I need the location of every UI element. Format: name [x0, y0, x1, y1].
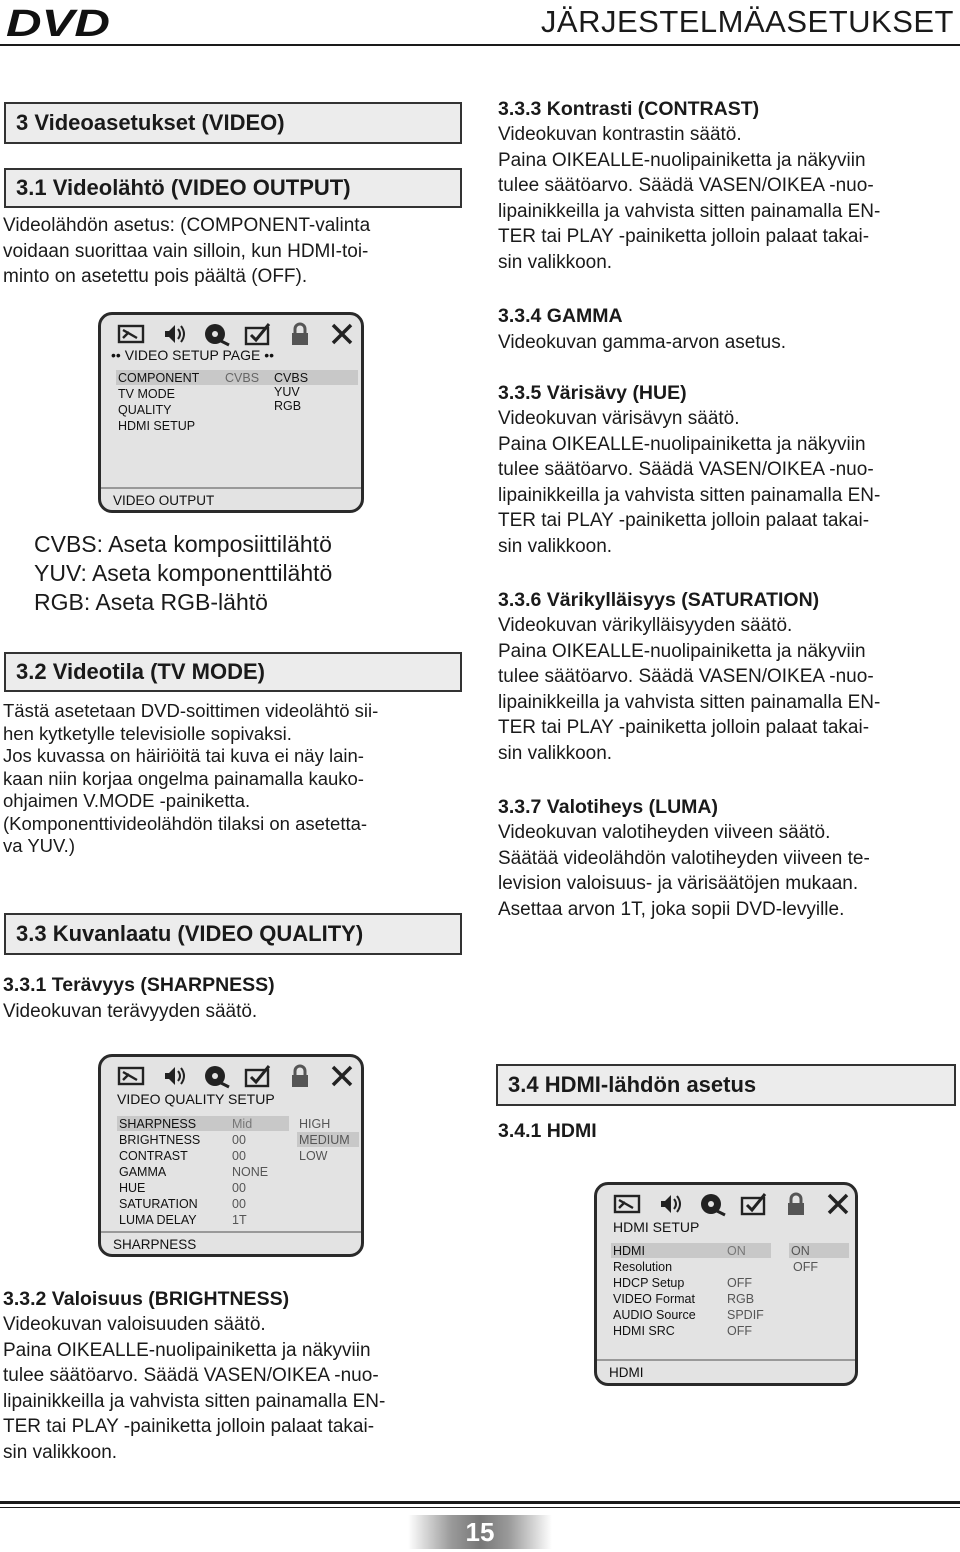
video-quality-menu — [98, 1054, 364, 1257]
menu-icon-row — [111, 319, 363, 349]
menu-title: VIDEO QUALITY SETUP — [117, 1091, 275, 1107]
check-icon — [733, 1189, 775, 1219]
menu-value: Mid — [232, 1117, 253, 1131]
menu-item: LUMA DELAY — [119, 1213, 197, 1227]
monitor-icon — [111, 319, 153, 349]
menu-item: HDCP Setup — [613, 1276, 685, 1290]
lock-icon — [775, 1189, 817, 1219]
section-3-3-2: 3.3.2 Valoisuus (BRIGHTNESS) Videokuvan valoisuuden säätö. Paina OIKEALLE-nuolipainiketta ja näkyviin tulee säätöarvo. Säädä VASEN/OIKEA -nuo- lipainikkeilla ja vahvista sitten painamalla EN- TER tai PLAY -painiketta jolloin palaat takai- sin valikkoon. — [3, 1288, 386, 1463]
menu-option: LOW — [299, 1149, 328, 1163]
menu-value: RGB — [727, 1292, 755, 1306]
menu-item: QUALITY — [118, 403, 172, 417]
section-3-3-7: 3.3.7 Valotiheys (LUMA) Videokuvan valotiheyden viiveen säätö. Säätää videolähdön valotiheyden viiveen te- levision valoisuus- ja värisäätöjen mukaan. Asettaa arvon 1T, joka sopii DVD-levyille. — [498, 796, 870, 920]
menu-item: AUDIO Source — [613, 1308, 696, 1322]
section-3-4-heading: 3.4 HDMI-lähdön asetus — [496, 1064, 956, 1106]
dvd-logo — [4, 2, 116, 42]
menu-option: RGB — [274, 399, 302, 413]
menu-title: HDMI SETUP — [613, 1219, 700, 1235]
disc-icon — [195, 1061, 237, 1091]
section-3-3-heading: 3.3 Kuvanlaatu (VIDEO QUALITY) — [4, 913, 462, 955]
section-3-2-heading: 3.2 Videotila (TV MODE) — [4, 652, 462, 692]
menu-option: OFF — [793, 1260, 818, 1274]
section-3-3-3: 3.3.3 Kontrasti (CONTRAST) Videokuvan kontrastin säätö. Paina OIKEALLE-nuolipainiketta ja näkyviin tulee säätöarvo. Säädä VASEN/OIKEA -nuo- lipainikkeilla ja vahvista sitten painamalla EN- TER tai PLAY -painiketta jolloin palaat takai- sin valikkoon. — [498, 98, 881, 273]
menu-value: 00 — [232, 1197, 246, 1211]
section-3-1-text: Videolähdön asetus: (COMPONENT-valinta voidaan suorittaa vain silloin, kun HDMI-toi- minto on asetettu pois päältä (OFF). — [3, 215, 371, 288]
video-setup-menu — [98, 312, 364, 513]
monitor-icon — [111, 1061, 153, 1091]
menu-icon-row — [111, 1061, 363, 1091]
menu-value: NONE — [232, 1165, 269, 1179]
menu-item: HDMI SRC — [613, 1324, 675, 1338]
menu-footer: SHARPNESS — [113, 1237, 197, 1252]
check-icon — [237, 1061, 279, 1091]
menu-item: CONTRAST — [119, 1149, 188, 1163]
section-3-3-6: 3.3.6 Värikylläisyys (SATURATION) Videokuvan värikylläisyyden säätö. Paina OIKEALLE-nuolipainiketta ja näkyviin tulee säätöarvo. Säädä VASEN/OIKEA -nuo- lipainikkeilla ja vahvista sitten painamalla EN- TER tai PLAY -painiketta jolloin palaat takai- sin valikkoon. — [498, 589, 881, 764]
menu-item: HUE — [119, 1181, 146, 1195]
check-icon — [237, 319, 279, 349]
menu-item: BRIGHTNESS — [119, 1133, 201, 1147]
menu-option: ON — [791, 1244, 810, 1258]
menu-icon-row — [607, 1189, 859, 1219]
menu-item: SATURATION — [119, 1197, 198, 1211]
hdmi-setup-menu — [594, 1182, 858, 1386]
section-3-3-4: 3.3.4 GAMMA Videokuvan gamma-arvon asetus. — [498, 305, 786, 353]
close-icon — [321, 1061, 363, 1091]
menu-value: ON — [727, 1244, 746, 1258]
disc-icon — [691, 1189, 733, 1219]
menu-item: HDMI — [613, 1244, 645, 1258]
menu-item: Resolution — [613, 1260, 673, 1274]
menu-value: 00 — [232, 1181, 246, 1195]
close-icon — [321, 319, 363, 349]
menu-item: COMPONENT — [118, 371, 200, 385]
section-3-2-text: Tästä asetetaan DVD-soittimen videolähtö sii- hen kytketylle televisiolle sopivaksi. Jos kuvassa on häiriöitä tai kuva ei näy lain- kaan niin korjaa ongelma painamalla kauko- ohjaimen V.MODE -painiketta. (Komponenttivideolähdön tilaksi on asetetta- va YUV.) — [3, 700, 379, 856]
section-3-3-1: 3.3.1 Terävyys (SHARPNESS) Videokuvan terävyyden säätö. — [3, 974, 275, 1022]
section-3-4-1-title: 3.4.1 HDMI — [498, 1120, 597, 1142]
menu-title: •• VIDEO SETUP PAGE •• — [111, 347, 275, 363]
menu-option: YUV — [274, 385, 300, 399]
page-number: 15 — [408, 1515, 552, 1549]
menu-value: 00 — [232, 1149, 246, 1163]
menu-value: SPDIF — [727, 1308, 764, 1322]
menu-footer: VIDEO OUTPUT — [113, 493, 215, 508]
menu-item: SHARPNESS — [119, 1117, 197, 1131]
speaker-icon — [649, 1189, 691, 1219]
menu-value: OFF — [727, 1276, 752, 1290]
lock-icon — [279, 1061, 321, 1091]
speaker-icon — [153, 1061, 195, 1091]
menu-item: HDMI SETUP — [118, 419, 196, 433]
menu-option: HIGH — [299, 1117, 331, 1131]
menu-value: 1T — [232, 1213, 247, 1227]
output-options: CVBS: Aseta komposiittilähtö YUV: Aseta komponenttilähtö RGB: Aseta RGB-lähtö — [34, 531, 333, 615]
menu-item: TV MODE — [118, 387, 175, 401]
lock-icon — [279, 319, 321, 349]
close-icon — [817, 1189, 859, 1219]
page-header-title: JÄRJESTELMÄASETUKSET — [540, 4, 954, 39]
menu-value: 00 — [232, 1133, 246, 1147]
disc-icon — [195, 319, 237, 349]
section-3-heading: 3 Videoasetukset (VIDEO) — [4, 102, 462, 144]
section-3-1-heading: 3.1 Videolähtö (VIDEO OUTPUT) — [4, 168, 462, 208]
menu-option: MEDIUM — [299, 1133, 350, 1147]
menu-footer: HDMI — [609, 1365, 644, 1380]
svg-text:DVD: DVD — [6, 3, 110, 42]
header-rule — [0, 44, 960, 46]
footer-rule-thin — [0, 1507, 960, 1508]
menu-option: CVBS — [274, 371, 309, 385]
menu-item: VIDEO Format — [613, 1292, 695, 1306]
footer-rule — [0, 1501, 960, 1504]
speaker-icon — [153, 319, 195, 349]
menu-value: CVBS — [225, 371, 260, 385]
section-3-3-5: 3.3.5 Värisävy (HUE) Videokuvan värisävyn säätö. Paina OIKEALLE-nuolipainiketta ja näkyviin tulee säätöarvo. Säädä VASEN/OIKEA -nuo- lipainikkeilla ja vahvista sitten painamalla EN- TER tai PLAY -painiketta jolloin palaat takai- sin valikkoon. — [498, 382, 881, 557]
menu-value: OFF — [727, 1324, 752, 1338]
menu-item: GAMMA — [119, 1165, 167, 1179]
monitor-icon — [607, 1189, 649, 1219]
